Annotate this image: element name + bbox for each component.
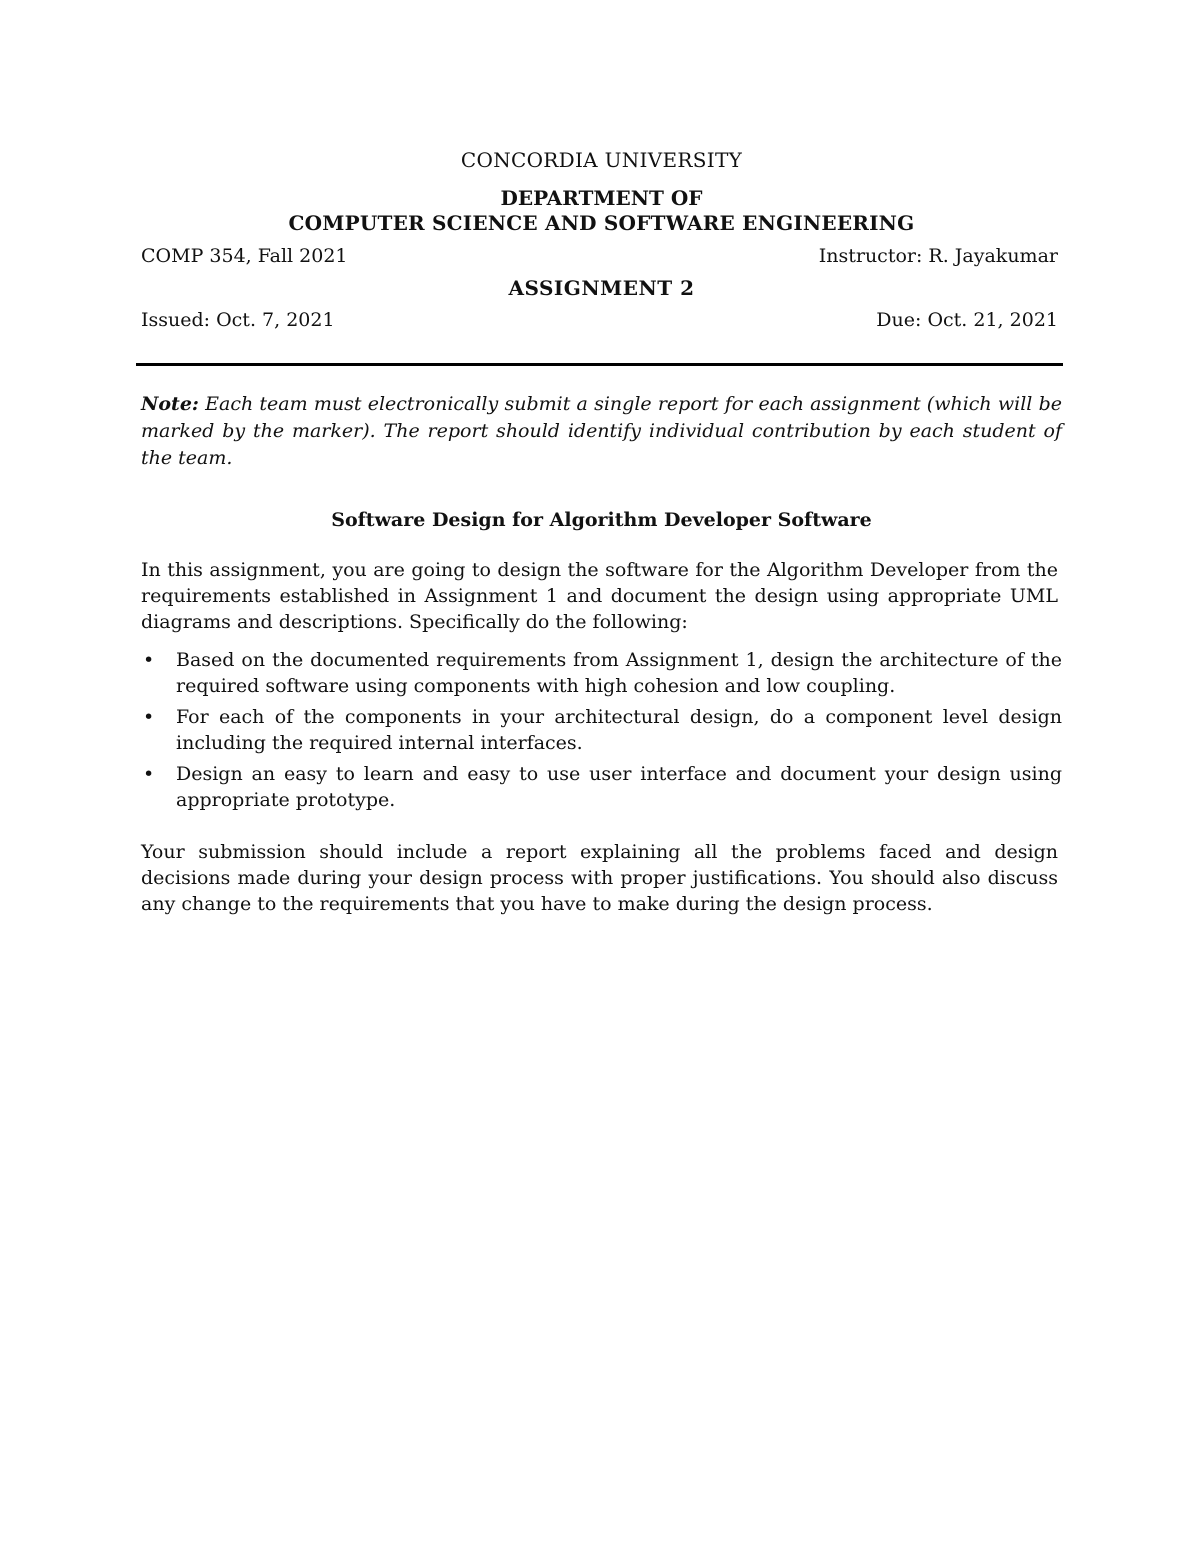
- list-item-text: Based on the documented requirements from Assignment 1, design the architecture of the required software using components with high cohesion and low coupling.: [176, 649, 1062, 697]
- assignment-title: ASSIGNMENT 2: [508, 276, 695, 300]
- section-title: Software Design for Algorithm Developer Software: [331, 509, 872, 531]
- submission-note: [141, 391, 1062, 472]
- instructor-name: Instructor: R. Jayakumar: [818, 245, 1058, 267]
- issued-date: Issued: Oct. 7, 2021: [141, 309, 335, 331]
- bullet-icon: •: [143, 763, 155, 785]
- list-item-text: Design an easy to learn and easy to use user interface and document your design using appropriate prototype.: [176, 763, 1062, 811]
- due-date: Due: Oct. 21, 2021: [876, 309, 1058, 331]
- note-text: Each team must electronically submit a single report for each assignment (which will be marked by the marker). The report should identify individual contribution by each student of the team.: [141, 393, 1062, 469]
- task-list: [141, 647, 1062, 818]
- header-divider: [136, 363, 1063, 366]
- list-item-text: For each of the components in your architectural design, do a component level design including the required internal interfaces.: [176, 706, 1062, 754]
- list-item: [141, 704, 1062, 756]
- bullet-icon: •: [143, 649, 155, 671]
- dates-row: [141, 309, 1058, 331]
- closing-paragraph: Your submission should include a report explaining all the problems faced and design decisions made during your design process with proper justifications. You should also discuss any change to the requirements that you have to make during the design process.: [141, 841, 1058, 915]
- university-name: CONCORDIA UNIVERSITY: [460, 148, 743, 172]
- course-name: COMP 354, Fall 2021: [141, 245, 348, 267]
- list-item: [141, 647, 1062, 699]
- intro-paragraph: In this assignment, you are going to design the software for the Algorithm Developer from the requirements established in Assignment 1 and document the design using appropriate UML diagrams and descriptions. Specifically do the following:: [141, 559, 1058, 633]
- department-line-1: DEPARTMENT OF: [500, 186, 703, 210]
- note-label: Note:: [141, 393, 199, 415]
- course-info-row: [141, 245, 1058, 267]
- department-line-2: COMPUTER SCIENCE AND SOFTWARE ENGINEERING: [288, 211, 915, 235]
- list-item: [141, 761, 1062, 813]
- bullet-icon: •: [143, 706, 155, 728]
